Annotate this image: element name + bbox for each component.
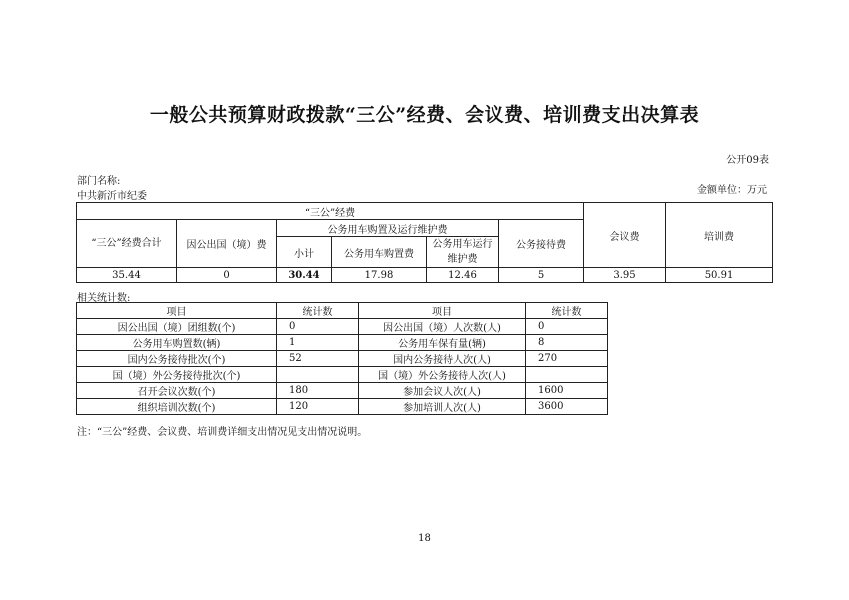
stats-count: 52: [277, 351, 359, 367]
value-total: 35.44: [77, 268, 177, 283]
header-subtotal: 小计: [277, 237, 332, 268]
footnote: 注：“三公”经费、会议费、培训费详细支出情况见支出情况说明。: [77, 427, 368, 438]
header-operation: 公务用车运行维护费: [427, 237, 499, 268]
header-vehicle: 公务用车购置及运行维护费: [277, 220, 499, 237]
header-sangong: “三公”经费: [77, 203, 584, 220]
stats-item: 因公出国（境）人次数(人): [359, 319, 526, 335]
expenditure-table: [76, 202, 773, 283]
stats-count: 180: [277, 383, 359, 399]
table-code: 公开09表: [726, 155, 769, 166]
table-row: [77, 335, 608, 351]
header-meeting: 会议费: [584, 203, 666, 268]
stats-item: 国内公务接待人次(人): [359, 351, 526, 367]
stats-item: 召开会议次数(个): [77, 383, 277, 399]
stats-header-item: 项目: [77, 303, 277, 319]
stats-count: 1: [277, 335, 359, 351]
stats-count: [277, 367, 359, 383]
table-row: [77, 383, 608, 399]
stats-header-count: 统计数: [277, 303, 359, 319]
header-abroad: 因公出国（境）费: [177, 220, 277, 268]
value-meeting: 3.95: [584, 268, 666, 283]
stats-count: [526, 367, 608, 383]
value-operation: 12.46: [427, 268, 499, 283]
page-number: 18: [418, 533, 431, 544]
stats-header-item: 项目: [359, 303, 526, 319]
stats-item: 参加培训人次(人): [359, 399, 526, 415]
department-name: 中共新沂市纪委: [77, 191, 147, 202]
value-reception: 5: [499, 268, 584, 283]
stats-item: 公务用车保有量(辆): [359, 335, 526, 351]
stats-count: 1600: [526, 383, 608, 399]
table-row: [77, 399, 608, 415]
value-purchase: 17.98: [332, 268, 427, 283]
value-abroad: 0: [177, 268, 277, 283]
table-row: [77, 319, 608, 335]
stats-item: 国内公务接待批次(个): [77, 351, 277, 367]
amount-unit: 金额单位：万元: [697, 185, 767, 196]
stats-item: 国（境）外公务接待人次(人): [359, 367, 526, 383]
stats-item: 参加会议人次(人): [359, 383, 526, 399]
stats-count: 0: [277, 319, 359, 335]
stats-table: [76, 302, 608, 415]
stats-item: 因公出国（境）团组数(个): [77, 319, 277, 335]
table-header-row: [77, 303, 608, 319]
stats-count: 270: [526, 351, 608, 367]
stats-count: 0: [526, 319, 608, 335]
stats-count: 3600: [526, 399, 608, 415]
header-purchase: 公务用车购置费: [332, 237, 427, 268]
stats-caption: 相关统计数:: [77, 293, 131, 304]
stats-count: 120: [277, 399, 359, 415]
header-total: “三公”经费合计: [77, 220, 177, 268]
stats-header-count: 统计数: [526, 303, 608, 319]
table-row: [77, 367, 608, 383]
page-title: 一般公共预算财政拨款“三公”经费、会议费、培训费支出决算表: [149, 104, 700, 126]
table-row: [77, 351, 608, 367]
stats-item: 国（境）外公务接待批次(个): [77, 367, 277, 383]
header-reception: 公务接待费: [499, 220, 584, 268]
department-label: 部门名称:: [77, 176, 121, 187]
stats-item: 组织培训次数(个): [77, 399, 277, 415]
value-subtotal: 30.44: [277, 268, 332, 283]
header-training: 培训费: [666, 203, 773, 268]
stats-count: 8: [526, 335, 608, 351]
value-training: 50.91: [666, 268, 773, 283]
stats-item: 公务用车购置数(辆): [77, 335, 277, 351]
